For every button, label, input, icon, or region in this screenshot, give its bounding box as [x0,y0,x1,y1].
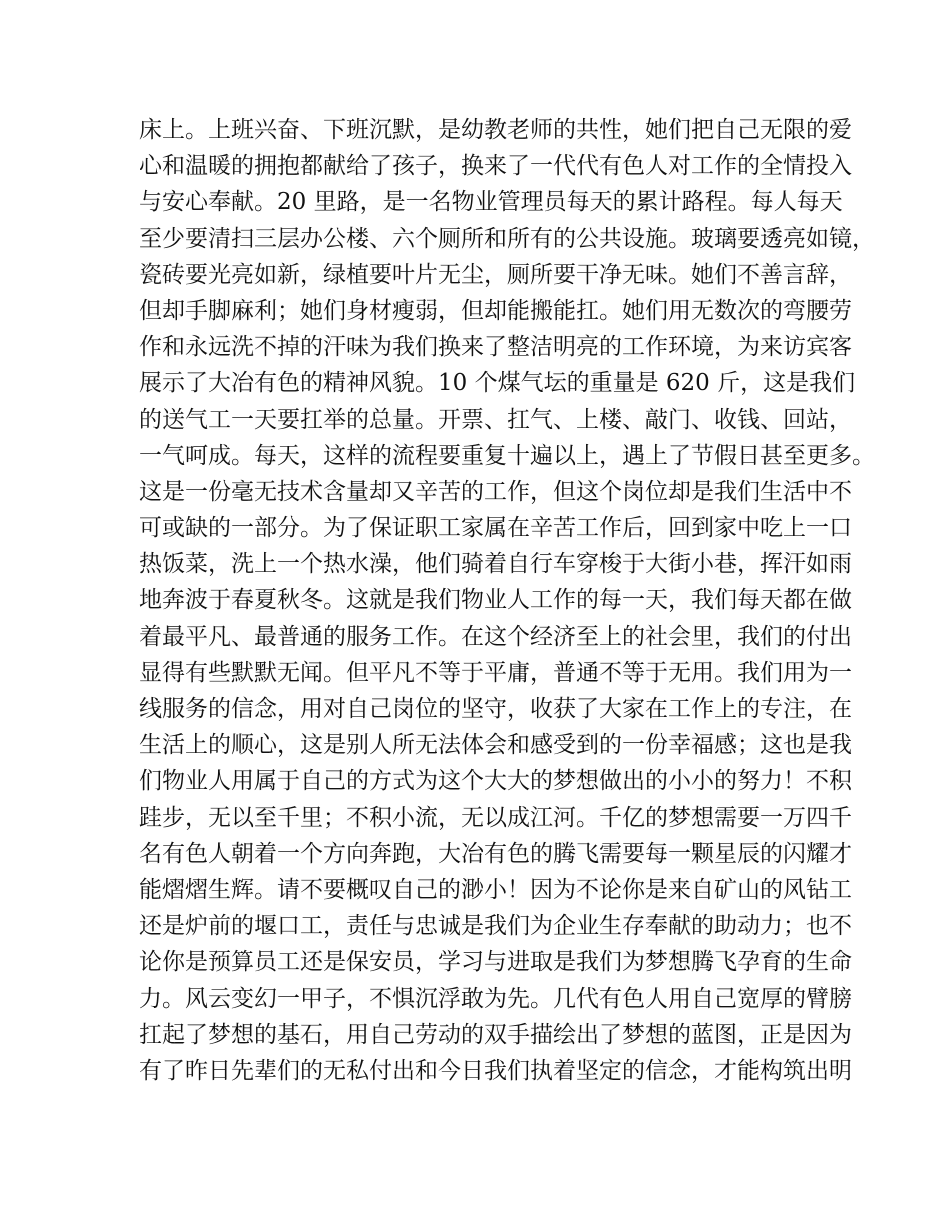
text-line: 地奔波于春夏秋冬。这就是我们物业人工作的每一天，我们每天都在做 [139,587,852,614]
body-text [139,112,875,1089]
text-line: 床上。上班兴奋、下班沉默，是幼教老师的共性，她们把自己无限的爱 [139,117,852,143]
text-line: 展示了大冶有色的精神风貌。10 个煤气坛的重量是 620 斤，这是我们 [139,370,856,397]
text-line: 还是炉前的堰口工，责任与忠诚是我们为企业生存奉献的助动力；也不 [139,913,852,940]
text-line: 论你是预算员工还是保安员，学习与进取是我们为梦想腾飞孕育的生命 [139,949,852,976]
text-line: 有了昨日先辈们的无私付出和今日我们执着坚定的信念，才能构筑出明 [139,1057,852,1084]
text-line: 扛起了梦想的基石，用自己劳动的双手描绘出了梦想的蓝图，正是因为 [139,1021,852,1048]
text-line: 们物业人用属于自己的方式为这个大大的梦想做出的小小的努力！不积 [139,768,852,795]
text-line: 至少要清扫三层办公楼、六个厕所和所有的公共设施。玻璃要透亮如镜， [139,225,875,252]
text-line: 这是一份毫无技术含量却又辛苦的工作，但这个岗位却是我们生活中不 [139,478,852,505]
text-line: 显得有些默默无闻。但平凡不等于平庸，普通不等于无用。我们用为一 [139,659,852,686]
text-line: 生活上的顺心，这是别人所无法体会和感受到的一份幸福感；这也是我 [139,732,852,759]
text-line: 可或缺的一部分。为了保证职工家属在辛苦工作后，回到家中吃上一口 [139,515,852,542]
text-line: 与安心奉献。20 里路，是一名物业管理员每天的累计路程。每人每天 [139,189,843,216]
text-line: 作和永远洗不掉的汗味为我们换来了整洁明亮的工作环境，为来访宾客 [139,334,852,361]
text-line: 但却手脚麻利；她们身材瘦弱，但却能搬能扛。她们用无数次的弯腰劳 [139,297,852,324]
text-line: 热饭菜，洗上一个热水澡，他们骑着自行车穿梭于大街小巷，挥汗如雨 [139,551,852,578]
text-line: 线服务的信念，用对自己岗位的坚守，收获了大家在工作上的专注，在 [139,696,852,722]
text-line: 力。风云变幻一甲子，不惧沉浮敢为先。几代有色人用自己宽厚的臂膀 [139,985,852,1012]
text-line: 心和温暖的拥抱都献给了孩子，换来了一代代有色人对工作的全情投入 [139,153,852,180]
text-line: 瓷砖要光亮如新，绿植要叶片无尘，厕所要干净无味。她们不善言辞， [139,261,852,288]
text-line: 一气呵成。每天，这样的流程要重复十遍以上，遇上了节假日甚至更多。 [139,442,875,469]
text-line: 跬步，无以至千里；不积小流，无以成江河。千亿的梦想需要一万四千 [139,804,852,831]
text-line: 的送气工一天要扛举的总量。开票、扛气、上楼、敲门、收钱、回站， [139,406,852,433]
text-line: 着最平凡、最普通的服务工作。在这个经济至上的社会里，我们的付出 [139,623,852,650]
text-line: 能熠熠生辉。请不要概叹自己的渺小！因为不论你是来自矿山的风钻工 [139,876,852,903]
text-line: 名有色人朝着一个方向奔跑，大冶有色的腾飞需要每一颗星辰的闪耀才 [139,840,852,867]
